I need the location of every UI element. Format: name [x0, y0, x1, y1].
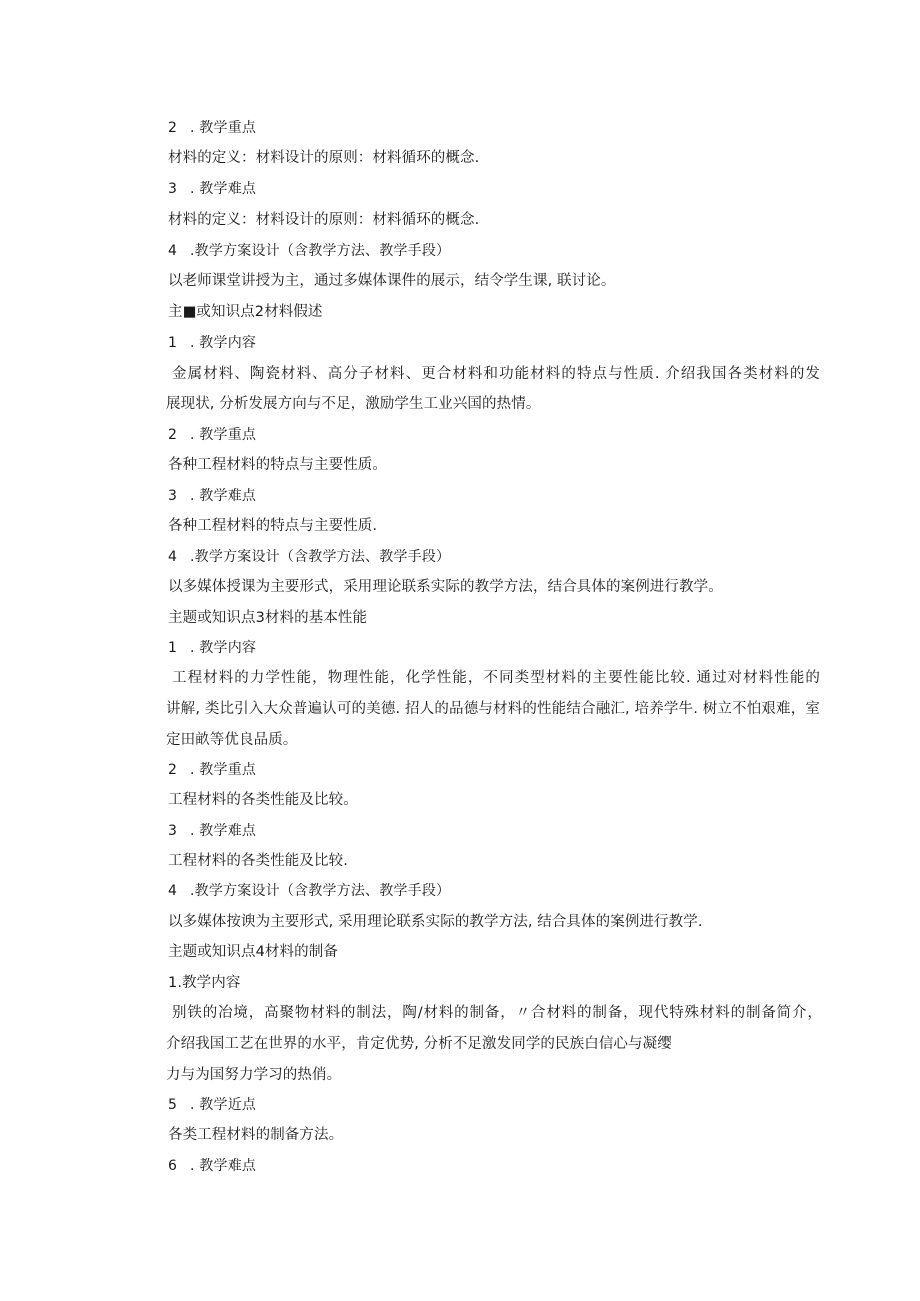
paragraph: 工程材料的各类性能及比较.	[168, 853, 348, 869]
paragraph-continued: 展现状, 分析发展方向与不足，激励学生工业兴国的热情。	[166, 396, 541, 412]
item-number: 3	[168, 181, 178, 197]
heading-teaching-difficulty	[168, 821, 256, 841]
item-number: 2	[168, 120, 178, 136]
paragraph: 金属材料、陶瓷材料、高分子材料、更合材料和功能材料的特点与性质. 介绍我国各类材料的发	[172, 366, 820, 382]
heading-teaching-difficulty	[168, 1156, 256, 1176]
paragraph: 各类工程材料的制备方法。	[168, 1127, 344, 1143]
heading-teaching-content: 1.教学内容	[168, 975, 241, 991]
paragraph: 别铁的冶境，高聚物材料的制法，陶/材料的制备，〃合材料的制备，现代特殊材料的制备简介，	[172, 1005, 822, 1021]
item-title: . 教学内容	[190, 640, 257, 656]
item-number: 4	[168, 883, 178, 899]
heading-teaching-focus	[168, 1095, 256, 1115]
heading-teaching-plan	[168, 881, 450, 901]
item-title: . 教学难点	[190, 181, 257, 197]
item-number: 6	[168, 1158, 178, 1174]
item-title: . 教学难点	[190, 488, 257, 504]
paragraph-continued: 讲解, 类比引入大众普遍认可的美德. 招人的品德与材料的性能结合融汇, 培养学牛. 树立不怕艰难，室	[166, 701, 820, 717]
paragraph: 材料的定义：材料设计的原则：材料循环的概念.	[168, 150, 480, 166]
paragraph-continued: 介绍我国工艺在世界的水平，肯定优势, 分析不足激发同学的民族白信心与凝缨	[166, 1036, 672, 1052]
item-number: 1	[168, 335, 178, 351]
item-number: 3	[168, 823, 178, 839]
heading-teaching-focus	[168, 760, 256, 780]
topic-heading: 主■或知识点2材料假述	[168, 304, 323, 320]
heading-teaching-focus	[168, 118, 256, 138]
paragraph-continued: 力与为国努力学习的热俏。	[166, 1067, 342, 1083]
item-title: . 教学内容	[190, 335, 257, 351]
item-number: 3	[168, 488, 178, 504]
paragraph: 以多媒体按谀为主要形式, 采用理论联系实际的教学方法, 结合具体的案例进行教学.	[168, 914, 703, 930]
item-title: . 教学重点	[190, 120, 257, 136]
item-number: 4	[168, 549, 178, 565]
item-number: 2	[168, 762, 178, 778]
item-title: .教学方案设计（含教学方法、教学手段）	[190, 883, 451, 899]
item-title: . 教学重点	[190, 427, 257, 443]
item-title: . 教学近点	[190, 1097, 257, 1113]
heading-teaching-plan	[168, 241, 450, 261]
heading-teaching-plan	[168, 547, 450, 567]
paragraph: 以多媒体授课为主要形式，采用理论联系实际的教学方法，结合具体的案例进行教学。	[168, 579, 723, 595]
item-number: 2	[168, 427, 178, 443]
paragraph: 以老师课堂讲授为主，通过多媒体课件的展示，结令学生课, 联讨论。	[168, 273, 616, 289]
paragraph: 各种工程材料的特点与主要性质.	[168, 518, 378, 534]
paragraph: 工程材料的各类性能及比较。	[168, 792, 358, 808]
heading-teaching-difficulty	[168, 486, 256, 506]
paragraph-continued: 定田畝等优良品质。	[166, 732, 298, 748]
heading-teaching-content	[168, 638, 256, 658]
heading-teaching-focus	[168, 425, 256, 445]
heading-teaching-content	[168, 333, 256, 353]
item-number: 4	[168, 243, 178, 259]
paragraph: 材料的定义：材料设计的原则：材料循环的概念.	[168, 212, 480, 228]
item-title: .教学方案设计（含教学方法、教学手段）	[190, 549, 451, 565]
heading-teaching-difficulty	[168, 179, 256, 199]
topic-heading: 主题或知识点4材料的制备	[168, 944, 338, 960]
paragraph: 工程材料的力学性能，物理性能，化学性能，不同类型材料的主要性能比较. 通过对材料性能的	[172, 670, 820, 686]
item-title: . 教学难点	[190, 823, 257, 839]
item-title: . 教学难点	[190, 1158, 257, 1174]
item-title: .教学方案设计（含教学方法、教学手段）	[190, 243, 451, 259]
paragraph: 各种工程材料的特点与主要性质。	[168, 457, 387, 473]
item-number: 5	[168, 1097, 178, 1113]
item-title: . 教学重点	[190, 762, 257, 778]
topic-heading: 主题或知识点3材料的基本性能	[168, 610, 368, 626]
item-number: 1	[168, 640, 178, 656]
